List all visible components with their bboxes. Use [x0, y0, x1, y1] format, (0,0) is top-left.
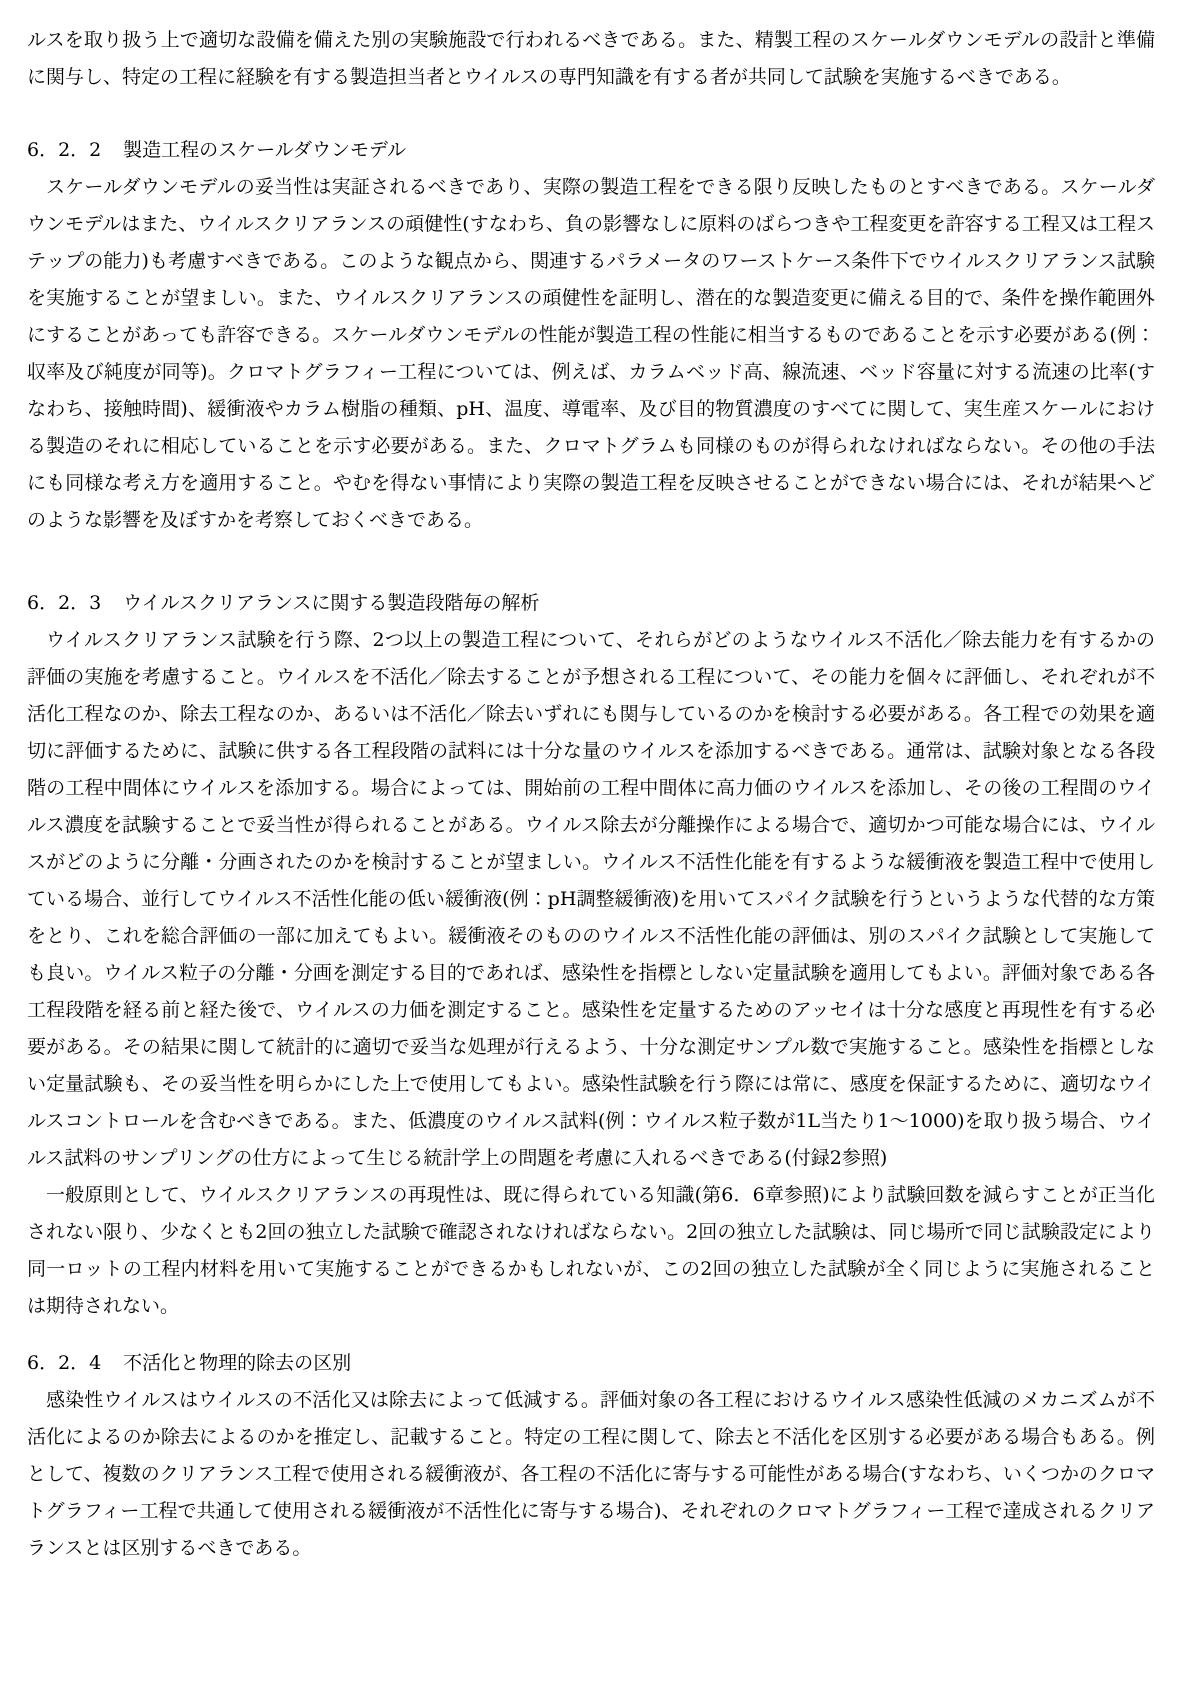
section-heading-6-2-4 [27, 1345, 1155, 1382]
section-number: 6．2．3 [27, 592, 102, 614]
section-title: 製造工程のスケールダウンモデル [123, 139, 407, 161]
section-6-2-3-paragraph-1: ウイルスクリアランス試験を行う際、2つ以上の製造工程について、それらがどのようなウイルス不活化／除去能力を有するかの評価の実施を考慮すること。ウイルスを不活化／除去することが予想される工程について、その能力を個々に評価し、それぞれが不活化工程なのか、除去工程なのか、あるいは不活化／除去いずれにも関与しているのかを検討する必要がある。各工程での効果を適切に評価するために、試験に供する各工程段階の試料には十分な量のウイルスを添加するべきである。通常は、試験対象となる各段階の工程中間体にウイルスを添加する。場合によっては、開始前の工程中間体に高力価のウイルスを添加し、その後の工程間のウイルス濃度を試験することで妥当性が得られることがある。ウイルス除去が分離操作による場合で、適切かつ可能な場合には、ウイルスがどのように分離・分画されたのかを検討することが望ましい。ウイルス不活性化能を有するような緩衝液を製造工程中で使用している場合、並行してウイルス不活性化能の低い緩衝液(例：pH調整緩衝液)を用いてスパイク試験を行うというような代替的な方策をとり、これを総合評価の一部に加えてもよい。緩衝液そのもののウイルス不活性化能の評価は、別のスパイク試験として実施しても良い。ウイルス粒子の分離・分画を測定する目的であれば、感染性を指標としない定量試験を適用してもよい。評価対象である各工程段階を経る前と経た後で、ウイルスの力価を測定すること。感染性を定量するためのアッセイは十分な感度と再現性を有する必要がある。その結果に関して統計的に適切で妥当な処理が行えるよう、十分な測定サンプル数で実施すること。感染性を指標としない定量試験も、その妥当性を明らかにした上で使用してもよい。感染性試験を行う際には常に、感度を保証するために、適切なウイルスコントロールを含むべきである。また、低濃度のウイルス試料(例：ウイルス粒子数が1L当たり1〜1000)を取り扱う場合、ウイルス試料のサンプリングの仕方によって生じる統計学上の問題を考慮に入れるべきである(付録2参照) [27, 629, 1155, 1169]
section-6-2-2-paragraph: スケールダウンモデルの妥当性は実証されるべきであり、実際の製造工程をできる限り反映したものとすべきである。スケールダウンモデルはまた、ウイルスクリアランスの頑健性(すなわち、負の影響なしに原料のばらつきや工程変更を許容する工程又は工程ステップの能力)も考慮すべきである。このような観点から、関連するパラメータのワーストケース条件下でウイルスクリアランス試験を実施することが望ましい。また、ウイルスクリアランスの頑健性を証明し、潜在的な製造変更に備える目的で、条件を操作範囲外にすることがあっても許容できる。スケールダウンモデルの性能が製造工程の性能に相当するものであることを示す必要がある(例：収率及び純度が同等)。クロマトグラフィー工程については、例えば、カラムベッド高、線流速、ベッド容量に対する流速の比率(すなわち、接触時間)、緩衝液やカラム樹脂の種類、pH、温度、導電率、及び目的物質濃度のすべてに関して、実生産スケールにおける製造のそれに相応していることを示す必要がある。また、クロマトグラムも同様のものが得られなければならない。その他の手法にも同様な考え方を適用すること。やむを得ない事情により実際の製造工程を反映させることができない場合には、それが結果へどのような影響を及ぼすかを考察しておくべきである。 [27, 176, 1155, 531]
section-6-2-3-paragraph-2: 一般原則として、ウイルスクリアランスの再現性は、既に得られている知識(第6．6章参照)により試験回数を減らすことが正当化されない限り、少なくとも2回の独立した試験で確認されなければならない。2回の独立した試験は、同じ場所で同じ試験設定により同一ロットの工程内材料を用いて実施することができるかもしれないが、この2回の独立した試験が全く同じように実施されることは期待されない。 [27, 1184, 1155, 1317]
section-heading-6-2-3 [27, 585, 1155, 622]
section-number: 6．2．4 [27, 1352, 102, 1374]
section-title: ウイルスクリアランスに関する製造段階毎の解析 [123, 592, 540, 614]
section-heading-6-2-2 [27, 132, 1155, 169]
section-number: 6．2．2 [27, 139, 102, 161]
continuation-paragraph: ルスを取り扱う上で適切な設備を備えた別の実験施設で行われるべきである。また、精製工程のスケールダウンモデルの設計と準備に関与し、特定の工程に経験を有する製造担当者とウイルスの専門知識を有する者が共同して試験を実施するべきである。 [27, 29, 1155, 88]
section-title: 不活化と物理的除去の区別 [123, 1352, 352, 1374]
section-6-2-4-paragraph: 感染性ウイルスはウイルスの不活化又は除去によって低減する。評価対象の各工程におけるウイルス感染性低減のメカニズムが不活化によるのか除去によるのかを推定し、記載すること。特定の工程に関して、除去と不活化を区別する必要がある場合もある。例として、複数のクリアランス工程で使用される緩衝液が、各工程の不活化に寄与する可能性がある場合(すなわち、いくつかのクロマトグラフィー工程で共通して使用される緩衝液が不活性化に寄与する場合)、それぞれのクロマトグラフィー工程で達成されるクリアランスとは区別するべきである。 [27, 1389, 1155, 1559]
